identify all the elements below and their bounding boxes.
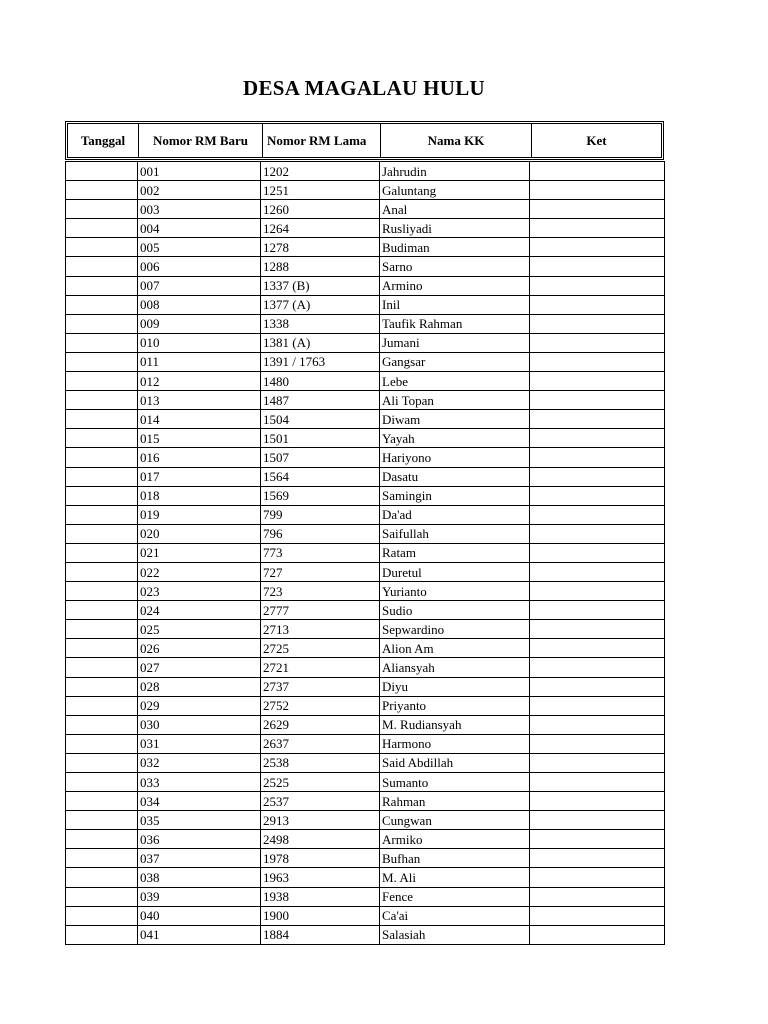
- table-row: [66, 830, 665, 849]
- cell-tanggal: [66, 505, 138, 524]
- cell-nomor-rm-lama: 1884: [261, 925, 380, 944]
- table-row: [66, 677, 665, 696]
- cell-nama-kk: Priyanto: [380, 696, 530, 715]
- cell-nomor-rm-baru: 025: [138, 620, 261, 639]
- cell-ket: [530, 696, 665, 715]
- cell-nomor-rm-baru: 030: [138, 715, 261, 734]
- cell-nama-kk: Jahrudin: [380, 162, 530, 181]
- cell-nomor-rm-baru: 016: [138, 448, 261, 467]
- cell-nama-kk: Aliansyah: [380, 658, 530, 677]
- cell-ket: [530, 868, 665, 887]
- cell-ket: [530, 811, 665, 830]
- cell-nomor-rm-lama: 1338: [261, 314, 380, 333]
- cell-nomor-rm-baru: 039: [138, 887, 261, 906]
- table-row: [66, 543, 665, 562]
- cell-nomor-rm-lama: 2725: [261, 639, 380, 658]
- cell-nomor-rm-lama: 1381 (A): [261, 333, 380, 352]
- cell-nomor-rm-lama: 1487: [261, 391, 380, 410]
- cell-nomor-rm-lama: 727: [261, 562, 380, 581]
- cell-nomor-rm-lama: 2777: [261, 601, 380, 620]
- cell-nomor-rm-baru: 027: [138, 658, 261, 677]
- cell-nomor-rm-baru: 013: [138, 391, 261, 410]
- cell-nomor-rm-baru: 018: [138, 486, 261, 505]
- cell-nomor-rm-baru: 032: [138, 753, 261, 772]
- cell-nomor-rm-lama: 1978: [261, 849, 380, 868]
- cell-tanggal: [66, 524, 138, 543]
- cell-tanggal: [66, 562, 138, 581]
- cell-nomor-rm-baru: 023: [138, 582, 261, 601]
- cell-tanggal: [66, 276, 138, 295]
- cell-tanggal: [66, 582, 138, 601]
- cell-nomor-rm-lama: 723: [261, 582, 380, 601]
- cell-nomor-rm-lama: 2629: [261, 715, 380, 734]
- cell-nama-kk: Armiko: [380, 830, 530, 849]
- table-row: [66, 448, 665, 467]
- cell-nama-kk: M. Rudiansyah: [380, 715, 530, 734]
- cell-ket: [530, 276, 665, 295]
- cell-nomor-rm-baru: 012: [138, 372, 261, 391]
- cell-ket: [530, 715, 665, 734]
- cell-nomor-rm-lama: 2737: [261, 677, 380, 696]
- cell-ket: [530, 486, 665, 505]
- cell-tanggal: [66, 925, 138, 944]
- cell-nomor-rm-lama: 1337 (B): [261, 276, 380, 295]
- table-row: [66, 200, 665, 219]
- cell-nomor-rm-baru: 014: [138, 410, 261, 429]
- cell-nomor-rm-lama: 2713: [261, 620, 380, 639]
- table-row: [66, 792, 665, 811]
- table-row: [66, 868, 665, 887]
- cell-nomor-rm-lama: 1251: [261, 181, 380, 200]
- table-row: [66, 276, 665, 295]
- cell-nomor-rm-lama: 1507: [261, 448, 380, 467]
- cell-ket: [530, 257, 665, 276]
- cell-nomor-rm-lama: 1288: [261, 257, 380, 276]
- cell-nomor-rm-lama: 1501: [261, 429, 380, 448]
- column-header-nomor-rm-baru: Nomor RM Baru: [139, 124, 263, 157]
- cell-ket: [530, 391, 665, 410]
- cell-nama-kk: Rusliyadi: [380, 219, 530, 238]
- cell-nomor-rm-lama: 2913: [261, 811, 380, 830]
- cell-nomor-rm-lama: 1264: [261, 219, 380, 238]
- cell-tanggal: [66, 773, 138, 792]
- cell-nomor-rm-lama: 1480: [261, 372, 380, 391]
- cell-nomor-rm-lama: 2525: [261, 773, 380, 792]
- cell-ket: [530, 792, 665, 811]
- cell-tanggal: [66, 792, 138, 811]
- cell-nomor-rm-lama: 2752: [261, 696, 380, 715]
- column-header-nama-kk: Nama KK: [381, 124, 532, 157]
- cell-tanggal: [66, 715, 138, 734]
- cell-ket: [530, 734, 665, 753]
- cell-tanggal: [66, 734, 138, 753]
- cell-ket: [530, 601, 665, 620]
- cell-tanggal: [66, 620, 138, 639]
- cell-ket: [530, 620, 665, 639]
- cell-nomor-rm-lama: 2538: [261, 753, 380, 772]
- cell-nama-kk: Said Abdillah: [380, 753, 530, 772]
- table-row: [66, 734, 665, 753]
- cell-tanggal: [66, 467, 138, 486]
- cell-nomor-rm-baru: 033: [138, 773, 261, 792]
- table-row: [66, 906, 665, 925]
- cell-tanggal: [66, 391, 138, 410]
- cell-ket: [530, 295, 665, 314]
- table-row: [66, 467, 665, 486]
- table-row: [66, 295, 665, 314]
- cell-nomor-rm-baru: 021: [138, 543, 261, 562]
- cell-nomor-rm-lama: 1504: [261, 410, 380, 429]
- cell-nama-kk: Yayah: [380, 429, 530, 448]
- cell-nama-kk: Cungwan: [380, 811, 530, 830]
- cell-nomor-rm-lama: 2498: [261, 830, 380, 849]
- cell-tanggal: [66, 181, 138, 200]
- cell-nomor-rm-baru: 022: [138, 562, 261, 581]
- cell-nomor-rm-lama: 1938: [261, 887, 380, 906]
- cell-nama-kk: Dasatu: [380, 467, 530, 486]
- table-row: [66, 658, 665, 677]
- cell-ket: [530, 200, 665, 219]
- cell-nomor-rm-baru: 004: [138, 219, 261, 238]
- cell-nomor-rm-baru: 038: [138, 868, 261, 887]
- cell-nomor-rm-baru: 020: [138, 524, 261, 543]
- cell-nomor-rm-baru: 031: [138, 734, 261, 753]
- cell-nomor-rm-lama: 799: [261, 505, 380, 524]
- cell-ket: [530, 181, 665, 200]
- cell-ket: [530, 677, 665, 696]
- table-row: [66, 505, 665, 524]
- cell-tanggal: [66, 677, 138, 696]
- cell-tanggal: [66, 639, 138, 658]
- cell-nama-kk: Ali Topan: [380, 391, 530, 410]
- cell-tanggal: [66, 372, 138, 391]
- cell-nama-kk: Yurianto: [380, 582, 530, 601]
- cell-nama-kk: Da'ad: [380, 505, 530, 524]
- cell-ket: [530, 314, 665, 333]
- cell-nomor-rm-lama: 1202: [261, 162, 380, 181]
- cell-nama-kk: Anal: [380, 200, 530, 219]
- table-row: [66, 410, 665, 429]
- cell-nomor-rm-baru: 041: [138, 925, 261, 944]
- cell-nomor-rm-baru: 003: [138, 200, 261, 219]
- cell-ket: [530, 543, 665, 562]
- cell-nomor-rm-lama: 1900: [261, 906, 380, 925]
- cell-nama-kk: Hariyono: [380, 448, 530, 467]
- cell-tanggal: [66, 696, 138, 715]
- cell-nomor-rm-baru: 037: [138, 849, 261, 868]
- cell-tanggal: [66, 295, 138, 314]
- cell-ket: [530, 162, 665, 181]
- table-row: [66, 715, 665, 734]
- cell-nama-kk: Diyu: [380, 677, 530, 696]
- cell-tanggal: [66, 753, 138, 772]
- cell-tanggal: [66, 410, 138, 429]
- cell-tanggal: [66, 219, 138, 238]
- table-row: [66, 524, 665, 543]
- cell-nomor-rm-lama: 2637: [261, 734, 380, 753]
- cell-tanggal: [66, 162, 138, 181]
- cell-nama-kk: Budiman: [380, 238, 530, 257]
- cell-nomor-rm-baru: 029: [138, 696, 261, 715]
- cell-ket: [530, 467, 665, 486]
- table-row: [66, 429, 665, 448]
- cell-tanggal: [66, 906, 138, 925]
- cell-nomor-rm-lama: 1569: [261, 486, 380, 505]
- cell-ket: [530, 562, 665, 581]
- cell-ket: [530, 410, 665, 429]
- cell-tanggal: [66, 887, 138, 906]
- table-row: [66, 620, 665, 639]
- cell-tanggal: [66, 448, 138, 467]
- cell-nama-kk: Jumani: [380, 333, 530, 352]
- cell-nama-kk: Galuntang: [380, 181, 530, 200]
- cell-nomor-rm-baru: 017: [138, 467, 261, 486]
- cell-nama-kk: Sepwardino: [380, 620, 530, 639]
- cell-ket: [530, 238, 665, 257]
- cell-tanggal: [66, 314, 138, 333]
- cell-nama-kk: Gangsar: [380, 352, 530, 371]
- cell-ket: [530, 505, 665, 524]
- cell-ket: [530, 753, 665, 772]
- cell-ket: [530, 830, 665, 849]
- cell-ket: [530, 639, 665, 658]
- cell-nama-kk: Fence: [380, 887, 530, 906]
- cell-nama-kk: Alion Am: [380, 639, 530, 658]
- cell-nama-kk: Duretul: [380, 562, 530, 581]
- cell-nama-kk: M. Ali: [380, 868, 530, 887]
- column-header-tanggal: Tanggal: [68, 124, 139, 157]
- cell-nama-kk: Inil: [380, 295, 530, 314]
- cell-nomor-rm-lama: 1377 (A): [261, 295, 380, 314]
- cell-nama-kk: Taufik Rahman: [380, 314, 530, 333]
- table-row: [66, 257, 665, 276]
- cell-nomor-rm-baru: 036: [138, 830, 261, 849]
- cell-nama-kk: Sumanto: [380, 773, 530, 792]
- table-row: [66, 925, 665, 944]
- cell-tanggal: [66, 333, 138, 352]
- cell-nomor-rm-lama: 1278: [261, 238, 380, 257]
- cell-nomor-rm-baru: 015: [138, 429, 261, 448]
- data-table: [65, 161, 665, 945]
- cell-ket: [530, 448, 665, 467]
- cell-ket: [530, 658, 665, 677]
- table-row: [66, 849, 665, 868]
- table-row: [66, 887, 665, 906]
- table-row: [66, 352, 665, 371]
- cell-ket: [530, 372, 665, 391]
- table-header: [65, 121, 664, 160]
- cell-nomor-rm-lama: 796: [261, 524, 380, 543]
- cell-ket: [530, 429, 665, 448]
- cell-ket: [530, 582, 665, 601]
- cell-nomor-rm-baru: 040: [138, 906, 261, 925]
- cell-nama-kk: Rahman: [380, 792, 530, 811]
- cell-nomor-rm-lama: 2537: [261, 792, 380, 811]
- cell-tanggal: [66, 543, 138, 562]
- cell-nomor-rm-baru: 001: [138, 162, 261, 181]
- cell-tanggal: [66, 429, 138, 448]
- cell-nomor-rm-baru: 026: [138, 639, 261, 658]
- table-row: [66, 773, 665, 792]
- cell-nama-kk: Bufhan: [380, 849, 530, 868]
- table-body: [66, 162, 665, 945]
- cell-nama-kk: Saifullah: [380, 524, 530, 543]
- cell-tanggal: [66, 849, 138, 868]
- cell-ket: [530, 219, 665, 238]
- table-row: [66, 486, 665, 505]
- cell-nomor-rm-baru: 005: [138, 238, 261, 257]
- cell-ket: [530, 352, 665, 371]
- cell-nama-kk: Ratam: [380, 543, 530, 562]
- cell-nomor-rm-lama: 1391 / 1763: [261, 352, 380, 371]
- cell-nama-kk: Sudio: [380, 601, 530, 620]
- cell-ket: [530, 906, 665, 925]
- cell-ket: [530, 887, 665, 906]
- cell-tanggal: [66, 601, 138, 620]
- cell-nama-kk: Armino: [380, 276, 530, 295]
- cell-nomor-rm-baru: 002: [138, 181, 261, 200]
- cell-nomor-rm-baru: 019: [138, 505, 261, 524]
- cell-nama-kk: Diwam: [380, 410, 530, 429]
- cell-nomor-rm-baru: 034: [138, 792, 261, 811]
- table-row: [66, 601, 665, 620]
- column-header-nomor-rm-lama: Nomor RM Lama: [263, 124, 381, 157]
- cell-nomor-rm-baru: 028: [138, 677, 261, 696]
- cell-nomor-rm-lama: 1963: [261, 868, 380, 887]
- table-row: [66, 238, 665, 257]
- cell-nomor-rm-lama: 1564: [261, 467, 380, 486]
- cell-tanggal: [66, 830, 138, 849]
- cell-nama-kk: Samingin: [380, 486, 530, 505]
- cell-tanggal: [66, 811, 138, 830]
- cell-tanggal: [66, 658, 138, 677]
- cell-ket: [530, 524, 665, 543]
- cell-nama-kk: Harmono: [380, 734, 530, 753]
- table-row: [66, 391, 665, 410]
- table-row: [66, 162, 665, 181]
- cell-nomor-rm-baru: 006: [138, 257, 261, 276]
- cell-nomor-rm-baru: 011: [138, 352, 261, 371]
- cell-nomor-rm-baru: 035: [138, 811, 261, 830]
- cell-tanggal: [66, 486, 138, 505]
- table-row: [66, 219, 665, 238]
- cell-tanggal: [66, 200, 138, 219]
- table-row: [66, 333, 665, 352]
- cell-ket: [530, 333, 665, 352]
- table-row: [66, 582, 665, 601]
- cell-nomor-rm-baru: 007: [138, 276, 261, 295]
- cell-nomor-rm-baru: 009: [138, 314, 261, 333]
- cell-nomor-rm-baru: 024: [138, 601, 261, 620]
- cell-ket: [530, 925, 665, 944]
- cell-nama-kk: Salasiah: [380, 925, 530, 944]
- cell-ket: [530, 849, 665, 868]
- cell-nama-kk: Sarno: [380, 257, 530, 276]
- table-row: [66, 753, 665, 772]
- cell-tanggal: [66, 352, 138, 371]
- table-row: [66, 696, 665, 715]
- table-row: [66, 639, 665, 658]
- cell-nomor-rm-lama: 2721: [261, 658, 380, 677]
- cell-nomor-rm-baru: 010: [138, 333, 261, 352]
- cell-nomor-rm-lama: 1260: [261, 200, 380, 219]
- page-title: DESA MAGALAU HULU: [243, 76, 485, 100]
- cell-nomor-rm-lama: 773: [261, 543, 380, 562]
- cell-nomor-rm-baru: 008: [138, 295, 261, 314]
- table-row: [66, 811, 665, 830]
- column-header-ket: Ket: [586, 132, 607, 148]
- table-row: [66, 562, 665, 581]
- cell-tanggal: [66, 238, 138, 257]
- table-row: [66, 314, 665, 333]
- cell-tanggal: [66, 868, 138, 887]
- table-row: [66, 372, 665, 391]
- cell-tanggal: [66, 257, 138, 276]
- cell-nama-kk: Lebe: [380, 372, 530, 391]
- table-row: [66, 181, 665, 200]
- cell-nama-kk: Ca'ai: [380, 906, 530, 925]
- cell-ket: [530, 773, 665, 792]
